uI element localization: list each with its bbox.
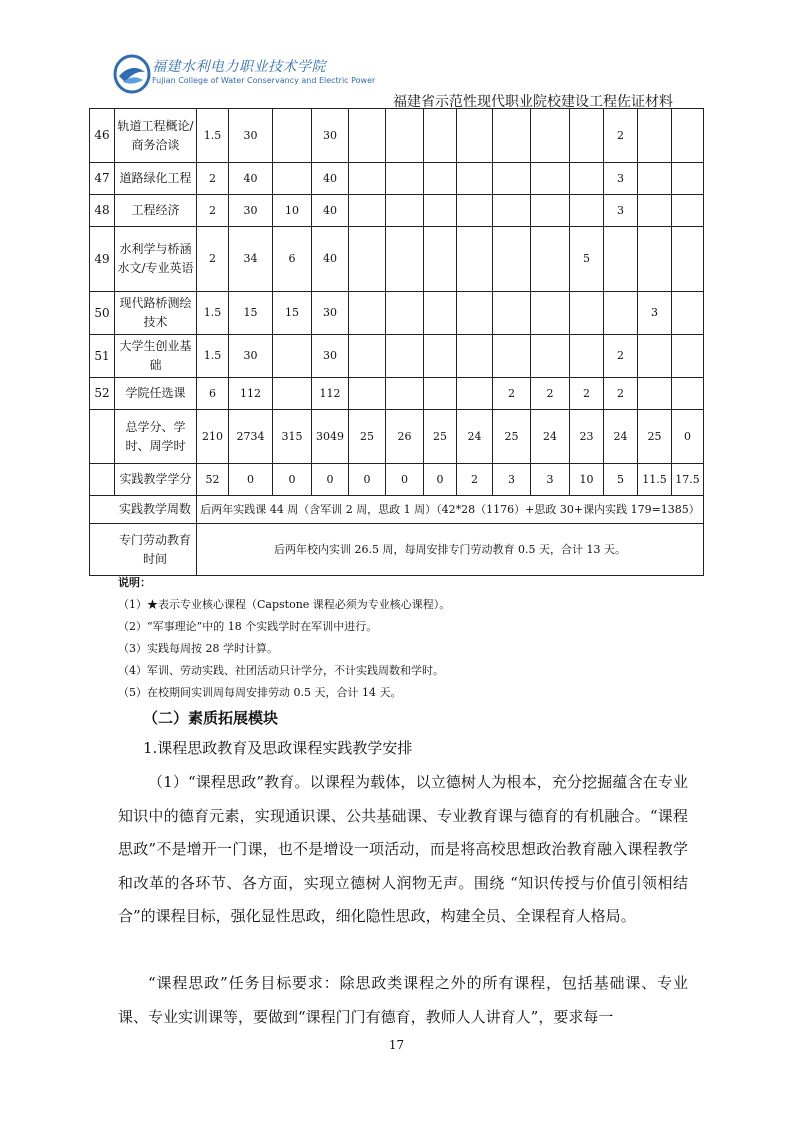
table-row bbox=[90, 163, 704, 195]
table-cell: 10 bbox=[570, 464, 604, 496]
table-cell bbox=[273, 335, 312, 378]
table-cell bbox=[638, 195, 672, 227]
table-cell bbox=[672, 335, 704, 378]
row-label: 专门劳动教育时间 bbox=[90, 524, 197, 576]
table-cell: 3049 bbox=[312, 410, 349, 464]
table-cell bbox=[672, 378, 704, 410]
table-cell: 0 bbox=[312, 464, 349, 496]
table-cell: 2 bbox=[604, 378, 638, 410]
course-name: 现代路桥测绘技术 bbox=[115, 292, 197, 335]
table-cell bbox=[493, 163, 531, 195]
table-cell bbox=[638, 109, 672, 163]
table-cell bbox=[493, 227, 531, 292]
row-text: 后两年校内实训 26.5 周，每周安排专门劳动教育 0.5 天，合计 13 天。 bbox=[197, 524, 704, 576]
table-cell bbox=[570, 109, 604, 163]
table-cell: 30 bbox=[229, 195, 273, 227]
table-cell: 0 bbox=[273, 464, 312, 496]
table-cell: 40 bbox=[229, 163, 273, 195]
table-cell bbox=[457, 109, 493, 163]
note-item: （2）“军事理论”中的 18 个实践学时在军训中进行。 bbox=[118, 620, 378, 633]
table-cell bbox=[531, 335, 570, 378]
row-number: 47 bbox=[90, 163, 115, 195]
table-cell: 2 bbox=[493, 378, 531, 410]
table-row bbox=[90, 464, 704, 496]
table-cell bbox=[386, 292, 424, 335]
table-cell: 25 bbox=[349, 410, 386, 464]
table-cell: 30 bbox=[312, 292, 349, 335]
table-cell bbox=[570, 335, 604, 378]
table-cell bbox=[349, 292, 386, 335]
course-name: 大学生创业基础 bbox=[115, 335, 197, 378]
row-number: 48 bbox=[90, 195, 115, 227]
table-row bbox=[90, 378, 704, 410]
table-cell bbox=[493, 195, 531, 227]
paragraph: “课程思政”任务目标要求：除思政类课程之外的所有课程，包括基础课、专业课、专业实训课等，要做到“课程门门有德育，教师人人讲育人”，要求每一 bbox=[118, 974, 688, 1026]
table-cell: 24 bbox=[457, 410, 493, 464]
table-row bbox=[90, 109, 704, 163]
table-cell: 3 bbox=[604, 195, 638, 227]
table-notes bbox=[118, 572, 450, 704]
table-cell: 210 bbox=[197, 410, 229, 464]
table-cell bbox=[386, 378, 424, 410]
table-cell: 112 bbox=[229, 378, 273, 410]
table-cell: 34 bbox=[229, 227, 273, 292]
table-cell: 3 bbox=[531, 464, 570, 496]
table-cell bbox=[349, 378, 386, 410]
table-cell bbox=[349, 195, 386, 227]
table-cell bbox=[424, 378, 457, 410]
table-cell: 30 bbox=[229, 335, 273, 378]
row-number bbox=[90, 410, 115, 464]
table-cell bbox=[672, 195, 704, 227]
page-number: 17 bbox=[388, 1038, 405, 1052]
table-cell: 5 bbox=[570, 227, 604, 292]
table-cell bbox=[493, 109, 531, 163]
table-cell: 15 bbox=[229, 292, 273, 335]
course-name: 总学分、学时、周学时 bbox=[115, 410, 197, 464]
section-heading: （二）素质拓展模块 bbox=[143, 709, 279, 727]
table-cell: 40 bbox=[312, 195, 349, 227]
table-cell bbox=[424, 163, 457, 195]
table-cell bbox=[424, 335, 457, 378]
note-item: （4）军训、劳动实践、社团活动只计学分，不计实践周数和学时。 bbox=[118, 664, 444, 677]
table-cell: 6 bbox=[273, 227, 312, 292]
table-cell: 0 bbox=[386, 464, 424, 496]
table-cell bbox=[604, 227, 638, 292]
table-cell: 0 bbox=[672, 410, 704, 464]
table-cell bbox=[570, 195, 604, 227]
table-cell: 6 bbox=[197, 378, 229, 410]
table-cell bbox=[349, 109, 386, 163]
table-row bbox=[90, 410, 704, 464]
row-number bbox=[90, 464, 115, 496]
table-cell: 0 bbox=[424, 464, 457, 496]
table-cell bbox=[424, 109, 457, 163]
table-cell: 40 bbox=[312, 163, 349, 195]
table-cell bbox=[457, 195, 493, 227]
table-cell: 3 bbox=[638, 292, 672, 335]
table-cell: 26 bbox=[386, 410, 424, 464]
row-number: 50 bbox=[90, 292, 115, 335]
course-name: 工程经济 bbox=[115, 195, 197, 227]
row-label: 实践教学周数 bbox=[90, 496, 197, 524]
college-english-name: Fujian College of Water Conservancy and Electric Power bbox=[152, 76, 376, 85]
table-cell bbox=[638, 163, 672, 195]
table-row bbox=[90, 195, 704, 227]
table-row bbox=[90, 292, 704, 335]
table-cell bbox=[638, 227, 672, 292]
table-cell: 24 bbox=[604, 410, 638, 464]
table-cell: 5 bbox=[604, 464, 638, 496]
college-name: 福建水利电力职业技术学院 bbox=[152, 59, 326, 75]
table-cell bbox=[531, 195, 570, 227]
table-cell: 15 bbox=[273, 292, 312, 335]
table-cell bbox=[349, 163, 386, 195]
table-cell: 1.5 bbox=[197, 109, 229, 163]
table-cell bbox=[672, 227, 704, 292]
table-cell: 2 bbox=[604, 335, 638, 378]
table-row bbox=[90, 335, 704, 378]
table-cell: 315 bbox=[273, 410, 312, 464]
subsection-heading: 1.课程思政教育及思政课程实践教学安排 bbox=[143, 739, 413, 757]
table-cell: 3 bbox=[493, 464, 531, 496]
course-name: 道路绿化工程 bbox=[115, 163, 197, 195]
course-name: 实践教学学分 bbox=[115, 464, 197, 496]
college-emblem-icon bbox=[113, 52, 153, 96]
table-cell bbox=[386, 163, 424, 195]
table-cell bbox=[531, 292, 570, 335]
table-cell: 10 bbox=[273, 195, 312, 227]
table-cell: 112 bbox=[312, 378, 349, 410]
table-cell bbox=[531, 227, 570, 292]
row-number: 52 bbox=[90, 378, 115, 410]
table-cell bbox=[457, 292, 493, 335]
table-row bbox=[90, 227, 704, 292]
table-cell: 23 bbox=[570, 410, 604, 464]
course-name: 学院任选课 bbox=[115, 378, 197, 410]
table-cell bbox=[672, 292, 704, 335]
table-cell: 24 bbox=[531, 410, 570, 464]
table-cell: 2 bbox=[604, 109, 638, 163]
table-cell bbox=[638, 378, 672, 410]
header-title: 福建省示范性现代职业院校建设工程佐证材料 bbox=[393, 94, 673, 110]
table-cell bbox=[273, 163, 312, 195]
table-cell: 30 bbox=[312, 109, 349, 163]
table-cell bbox=[424, 195, 457, 227]
table-cell bbox=[273, 109, 312, 163]
row-text: 后两年实践课 44 周（含军训 2 周，思政 1 周）（42*28（1176）+思政 30+课内实践 179=1385） bbox=[197, 496, 704, 524]
table-cell: 2734 bbox=[229, 410, 273, 464]
table-cell bbox=[386, 335, 424, 378]
table-cell bbox=[638, 335, 672, 378]
table-cell bbox=[493, 335, 531, 378]
table-cell: 25 bbox=[493, 410, 531, 464]
table-cell: 2 bbox=[197, 163, 229, 195]
course-name: 水利学与桥涵水文/专业英语 bbox=[115, 227, 197, 292]
table-cell bbox=[570, 292, 604, 335]
table-cell: 30 bbox=[312, 335, 349, 378]
notes-label: 说明： bbox=[118, 576, 151, 589]
table-cell bbox=[672, 163, 704, 195]
table-cell: 2 bbox=[197, 227, 229, 292]
table-cell bbox=[531, 163, 570, 195]
table-cell: 25 bbox=[638, 410, 672, 464]
table-cell: 30 bbox=[229, 109, 273, 163]
table-cell bbox=[457, 335, 493, 378]
table-cell: 52 bbox=[197, 464, 229, 496]
note-item: （1）★表示专业核心课程（Capstone 课程必须为专业核心课程）。 bbox=[118, 598, 451, 611]
table-cell bbox=[457, 163, 493, 195]
table-cell bbox=[457, 227, 493, 292]
table-cell bbox=[386, 227, 424, 292]
table-cell bbox=[386, 109, 424, 163]
table-cell bbox=[570, 163, 604, 195]
table-cell: 1.5 bbox=[197, 335, 229, 378]
table-cell: 2 bbox=[457, 464, 493, 496]
table-cell bbox=[531, 109, 570, 163]
course-table bbox=[89, 108, 704, 576]
table-cell bbox=[672, 109, 704, 163]
table-cell: 2 bbox=[197, 195, 229, 227]
row-number: 51 bbox=[90, 335, 115, 378]
table-cell: 25 bbox=[424, 410, 457, 464]
table-cell bbox=[424, 227, 457, 292]
table-cell bbox=[457, 378, 493, 410]
table-cell: 17.5 bbox=[672, 464, 704, 496]
table-cell: 11.5 bbox=[638, 464, 672, 496]
table-cell: 2 bbox=[531, 378, 570, 410]
table-cell: 0 bbox=[229, 464, 273, 496]
table-cell: 1.5 bbox=[197, 292, 229, 335]
table-cell: 0 bbox=[349, 464, 386, 496]
row-number: 49 bbox=[90, 227, 115, 292]
table-cell bbox=[604, 292, 638, 335]
note-item: （5）在校期间实训周每周安排劳动 0.5 天，合计 14 天。 bbox=[118, 686, 402, 699]
paragraph: （1）“课程思政”教育。以课程为载体，以立德树人为根本，充分挖掘蕴含在专业知识中的德育元素，实现通识课、公共基础课、专业教育课与德育的有机融合。“课程思政”不是增开一门课，也不是增设一项活动，而是将高校思想政治教育融入课程教学和改革的各环节、各方面，实现立德树人润物无声。围绕 “知识传授与价值引领相结合”的课程目标，强化显性思政，细化隐性思政，构建全员、全课程育人格局。 bbox=[118, 773, 688, 925]
table-row bbox=[90, 524, 704, 576]
table-cell bbox=[424, 292, 457, 335]
table-cell bbox=[349, 227, 386, 292]
table-cell bbox=[493, 292, 531, 335]
course-name: 轨道工程概论/商务洽谈 bbox=[115, 109, 197, 163]
table-cell: 3 bbox=[604, 163, 638, 195]
table-cell bbox=[349, 335, 386, 378]
table-cell bbox=[386, 195, 424, 227]
table-cell: 40 bbox=[312, 227, 349, 292]
table-row bbox=[90, 496, 704, 524]
table-cell bbox=[273, 378, 312, 410]
table-cell: 2 bbox=[570, 378, 604, 410]
row-number: 46 bbox=[90, 109, 115, 163]
note-item: （3）实践每周按 28 学时计算。 bbox=[118, 642, 278, 655]
